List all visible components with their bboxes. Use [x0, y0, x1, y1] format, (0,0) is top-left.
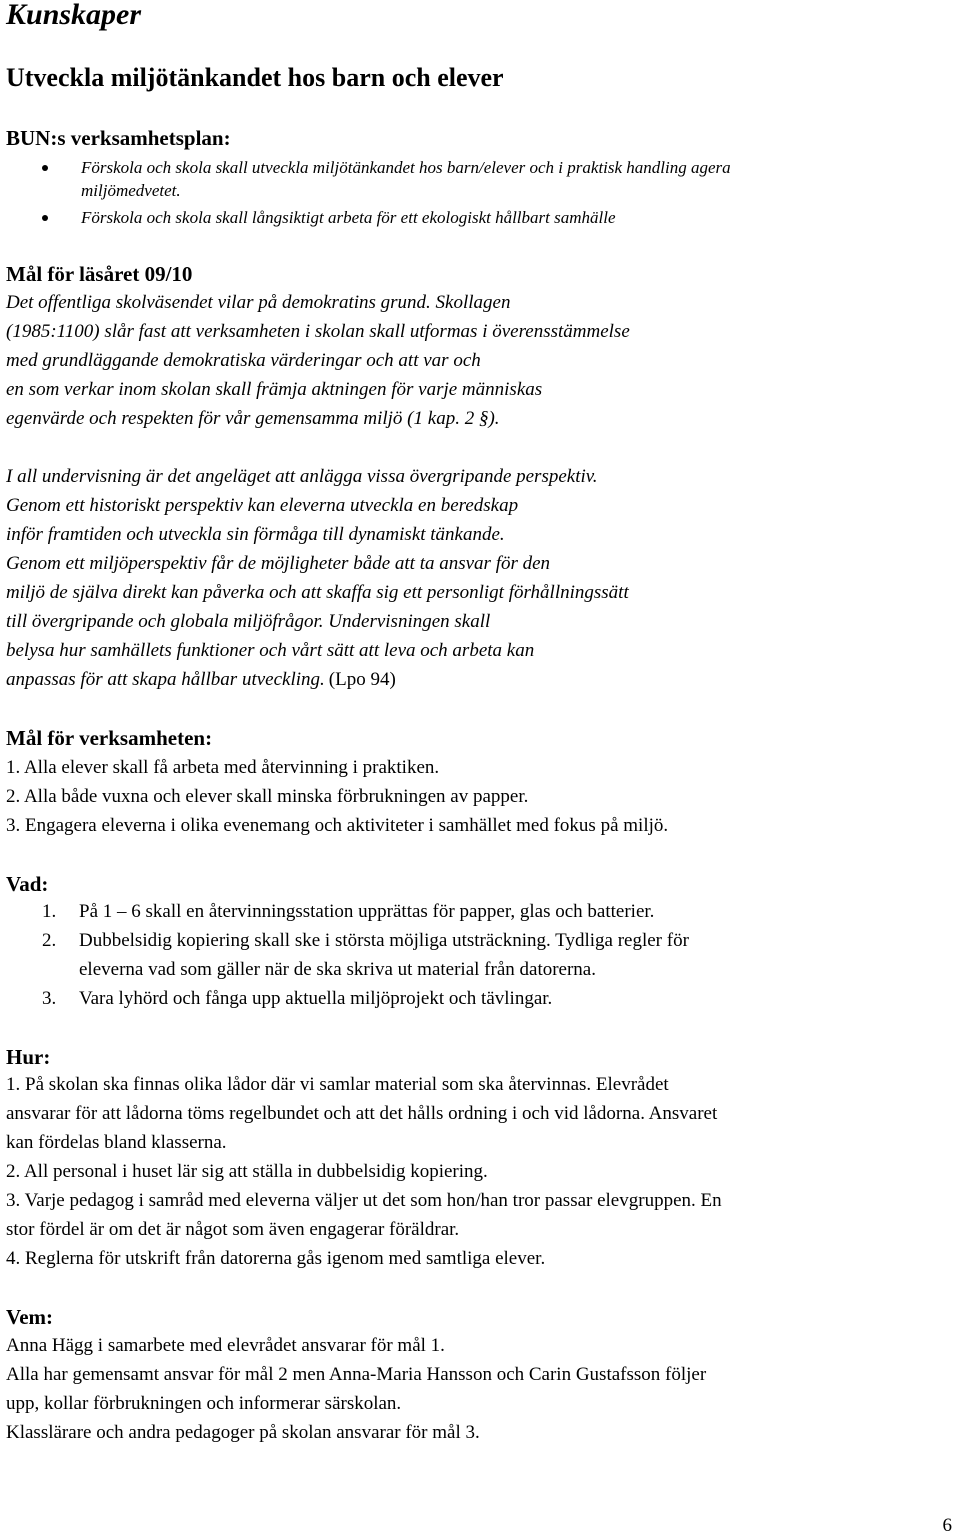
- goal-line: Genom ett miljöperspektiv får de möjligheter både att ta ansvar för den: [6, 553, 551, 574]
- plan-item-line: Förskola och skola skall långsiktigt arbeta för ett ekologiskt hållbart samhälle: [81, 208, 616, 227]
- activity-goal: 2. Alla både vuxna och elever skall minska förbrukningen av papper.: [6, 786, 529, 807]
- what-item-line: eleverna vad som gäller när de ska skriva ut material från datorerna.: [79, 959, 596, 980]
- what-item-number: 3.: [42, 988, 57, 1009]
- who-heading: Vem:: [6, 1305, 54, 1329]
- who-line: upp, kollar förbrukningen och informerar särskolan.: [6, 1393, 402, 1414]
- how-heading: Hur:: [6, 1045, 51, 1069]
- goal-heading: Mål för läsåret 09/10: [6, 262, 193, 286]
- goal-line: miljö de själva direkt kan påverka och att skaffa sig ett personligt förhållningssätt: [6, 582, 629, 603]
- how-line: kan fördelas bland klasserna.: [6, 1132, 227, 1153]
- goal-line: inför framtiden och utveckla sin förmåga till dynamiskt tänkande.: [6, 524, 505, 545]
- how-line: stor fördel är om det är något som även engagerar föräldrar.: [6, 1219, 460, 1240]
- who-line: Alla har gemensamt ansvar för mål 2 men Anna-Maria Hansson och Carin Gustafsson följer: [6, 1364, 707, 1385]
- goal-line: I all undervisning är det angeläget att anlägga vissa övergripande perspektiv.: [6, 466, 598, 487]
- how-line: ansvarar för att lådorna töms regelbundet och att det hålls ordning i och vid lådorna. Ansvaret: [6, 1103, 718, 1124]
- how-line: 2. All personal i huset lär sig att ställa in dubbelsidig kopiering.: [6, 1161, 488, 1182]
- goal-line: anpassas för att skapa hållbar utveckling.: [6, 669, 325, 690]
- who-line: Anna Hägg i samarbete med elevrådet ansvarar för mål 1.: [6, 1335, 445, 1356]
- goal-last-line: [6, 669, 396, 691]
- plan-heading: BUN:s verksamhetsplan:: [6, 126, 231, 150]
- what-heading: Vad:: [6, 872, 49, 896]
- how-line: 1. På skolan ska finnas olika lådor där vi samlar material som ska återvinnas. Elevrådet: [6, 1074, 669, 1095]
- bullet-icon: [42, 215, 48, 221]
- what-item-line: Dubbelsidig kopiering skall ske i största möjliga utsträckning. Tydliga regler för: [79, 930, 689, 951]
- bullet-icon: [42, 165, 48, 171]
- what-item-line: På 1 – 6 skall en återvinningsstation upprättas för papper, glas och batterier.: [79, 901, 655, 922]
- plan-item-line: miljömedvetet.: [81, 181, 181, 200]
- goal-line: en som verkar inom skolan skall främja aktningen för varje människas: [6, 379, 543, 400]
- who-line: Klasslärare och andra pedagoger på skolan ansvarar för mål 3.: [6, 1422, 480, 1443]
- activity-heading: Mål för verksamheten:: [6, 726, 213, 750]
- how-line: 4. Reglerna för utskrift från datorerna gås igenom med samtliga elever.: [6, 1248, 546, 1269]
- goal-line: Genom ett historiskt perspektiv kan eleverna utveckla en beredskap: [6, 495, 519, 516]
- what-item-number: 1.: [42, 901, 57, 922]
- plan-item-line: Förskola och skola skall utveckla miljötänkandet hos barn/elever och i praktisk handling agera: [81, 158, 731, 177]
- goal-line: belysa hur samhällets funktioner och vårt sätt att leva och arbeta kan: [6, 640, 535, 661]
- what-item-number: 2.: [42, 930, 57, 951]
- page-number: 6: [942, 1515, 952, 1536]
- goal-line: till övergripande och globala miljöfrågor. Undervisningen skall: [6, 611, 491, 632]
- how-line: 3. Varje pedagog i samråd med eleverna väljer ut det som hon/han tror passar elevgruppen. En: [6, 1190, 722, 1211]
- activity-goal: 1. Alla elever skall få arbeta med återvinning i praktiken.: [6, 757, 440, 778]
- goal-line: (1985:1100) slår fast att verksamheten i skolan skall utformas i överensstämmelse: [6, 321, 630, 342]
- activity-goal: 3. Engagera eleverna i olika evenemang och aktiviteter i samhället med fokus på miljö.: [6, 815, 669, 836]
- goal-line: Det offentliga skolväsendet vilar på demokratins grund. Skollagen: [6, 292, 511, 313]
- goal-source: (Lpo 94): [328, 669, 396, 690]
- goal-line: egenvärde och respekten för vår gemensamma miljö (1 kap. 2 §).: [6, 408, 500, 429]
- section-title: Utveckla miljötänkandet hos barn och elever: [6, 63, 504, 92]
- goal-line: med grundläggande demokratiska värderingar och att var och: [6, 350, 481, 371]
- page-title: Kunskaper: [6, 0, 142, 31]
- what-item-line: Vara lyhörd och fånga upp aktuella miljöprojekt och tävlingar.: [79, 988, 553, 1009]
